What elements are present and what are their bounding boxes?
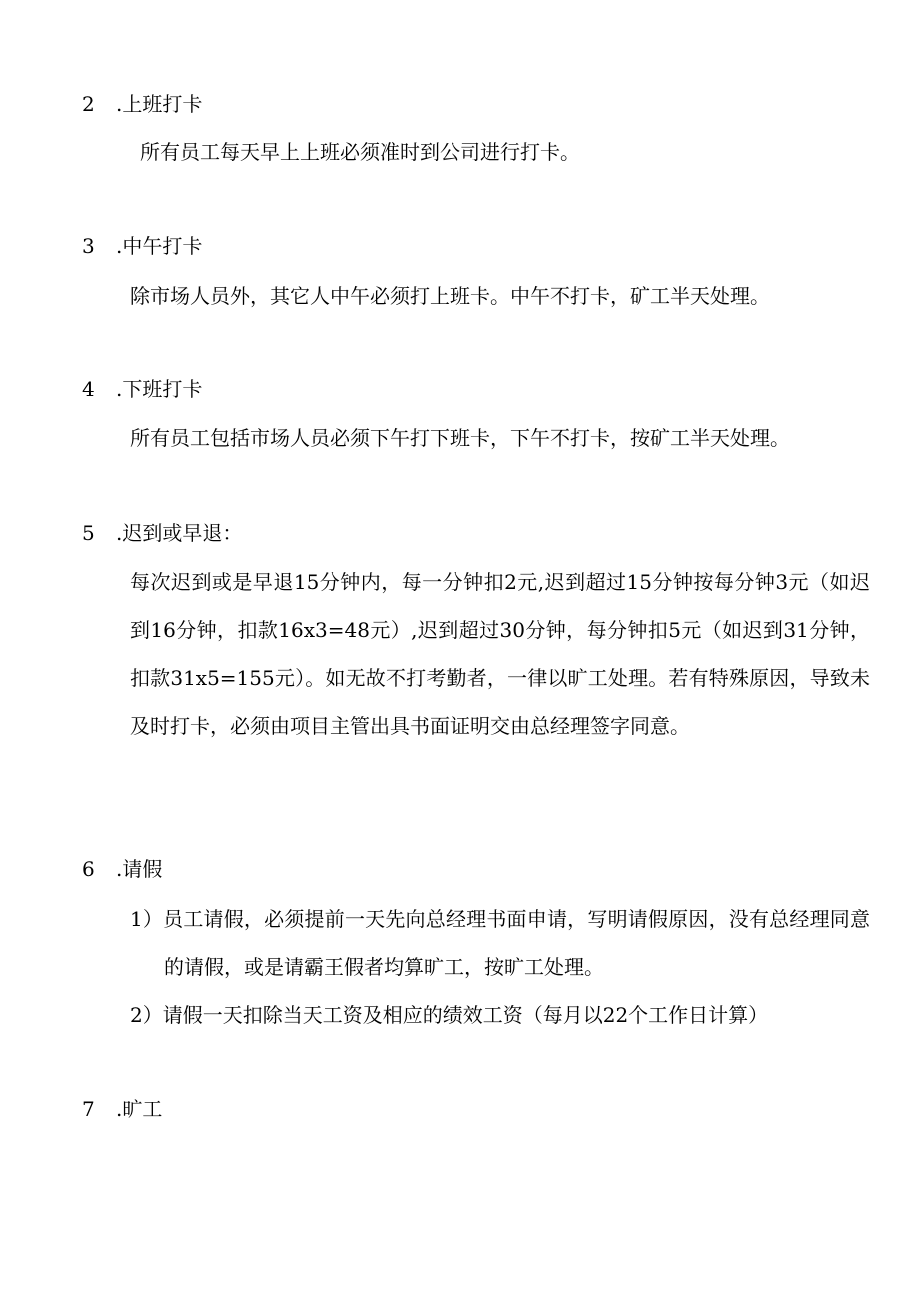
section-number: 2 bbox=[82, 92, 95, 116]
section-heading-4 bbox=[82, 377, 202, 401]
section-heading-5 bbox=[82, 521, 242, 545]
section-title: .旷工 bbox=[116, 1097, 163, 1121]
section-number: 6 bbox=[82, 857, 95, 881]
section-heading-2 bbox=[82, 92, 202, 116]
section-heading-6 bbox=[82, 857, 162, 881]
section-paragraph: 所有员工包括市场人员必须下午打下班卡，下午不打卡，按矿工半天处理。 bbox=[130, 426, 790, 450]
section-number: 5 bbox=[82, 521, 95, 545]
list-item: 1）员工请假，必须提前一天先向总经理书面申请，写明请假原因，没有总经理同意的请假，或是请霸王假者均算旷工，按旷工处理。 bbox=[130, 907, 870, 979]
section-paragraph: 除市场人员外，其它人中午必须打上班卡。中午不打卡，矿工半天处理。 bbox=[130, 284, 770, 308]
section-title: .迟到或早退： bbox=[116, 521, 243, 545]
section-number: 4 bbox=[82, 377, 95, 401]
section-number: 3 bbox=[82, 234, 95, 258]
section-heading-7 bbox=[82, 1097, 162, 1121]
section-number: 7 bbox=[82, 1097, 95, 1121]
list-item: 2）请假一天扣除当天工资及相应的绩效工资（每月以22个工作日计算） bbox=[130, 1003, 769, 1027]
section-paragraph: 所有员工每天早上上班必须准时到公司进行打卡。 bbox=[140, 140, 580, 164]
section-heading-3 bbox=[82, 234, 202, 258]
section-title: .上班打卡 bbox=[116, 92, 203, 116]
section-title: .下班打卡 bbox=[116, 377, 203, 401]
section-title: .中午打卡 bbox=[116, 234, 203, 258]
section-title: .请假 bbox=[116, 857, 163, 881]
section-paragraph: 每次迟到或是早退15分钟内，每一分钟扣2元,迟到超过15分钟按每分钟3元（如迟到16分钟，扣款16x3=48元）,迟到超过30分钟，每分钟扣5元（如迟到31分钟，扣款31x5=155元）。如无故不打考勤者，一律以旷工处理。若有特殊原因，导致未及时打卡，必须由项目主管出具书面证明交由总经理签字同意。 bbox=[130, 570, 870, 738]
